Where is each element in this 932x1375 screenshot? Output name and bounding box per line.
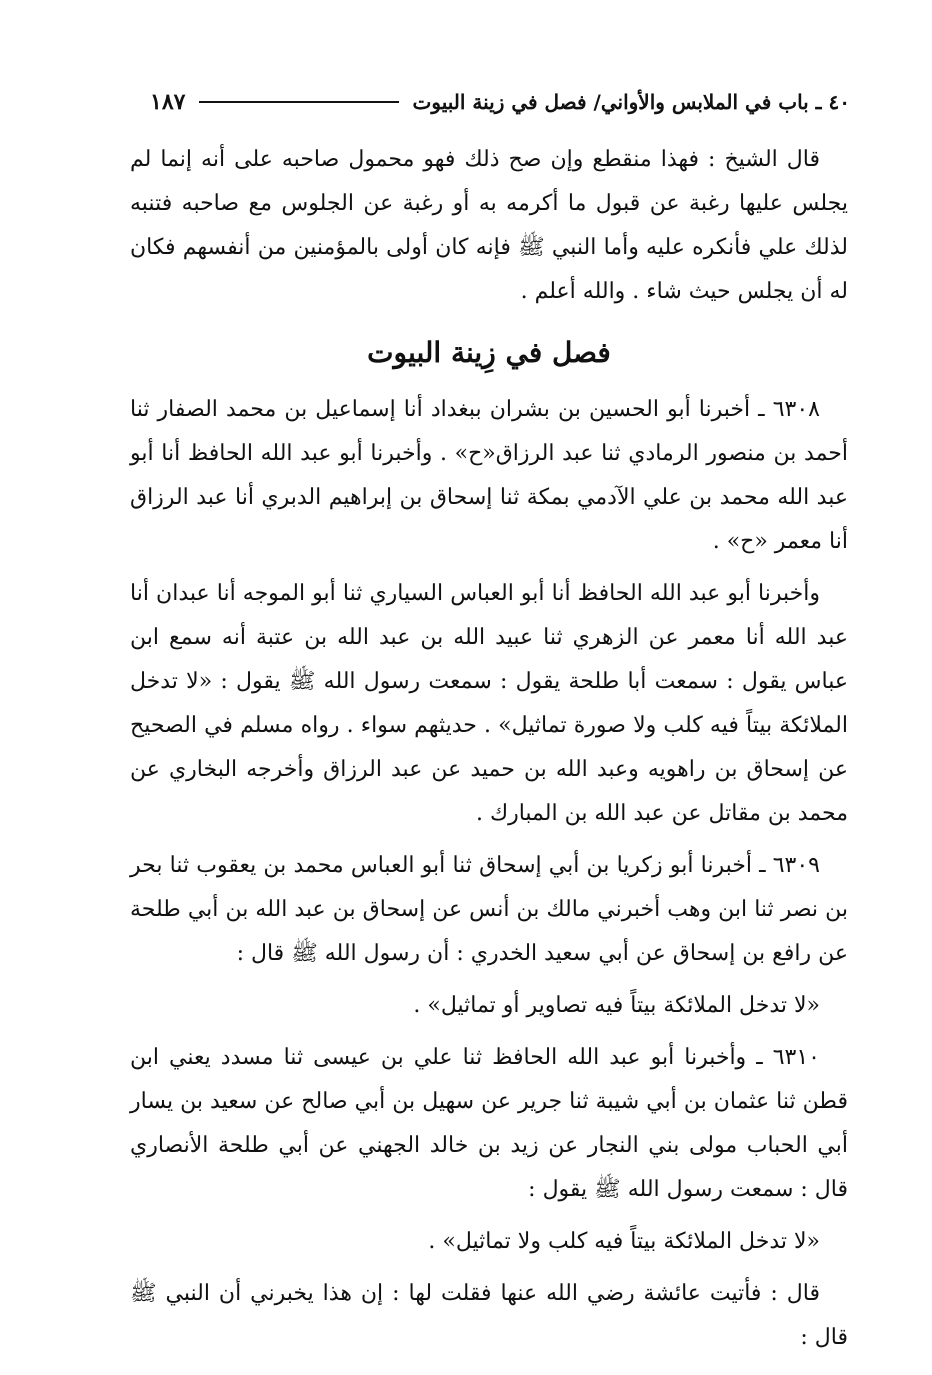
paragraph-intro: قال الشيخ : فهذا منقطع وإن صح ذلك فهو محمول صاحبه على أنه إنما لم يجلس عليها رغبة عن قبول ما أكرمه به أو رغبة عن الجلوس مع صاحبه فتنبه لذلك علي فأنكره عليه وأما النبي ﷺ فإنه كان أولى بالمؤمنين من أنفسهم فكان له أن يجلس حيث شاء . والله أعلم . (130, 147, 848, 304)
header-title: ٤٠ ـ باب في الملابس والأواني/ فصل في زينة البيوت (412, 90, 850, 114)
header-rule (199, 101, 398, 103)
running-header (150, 82, 850, 122)
hadith-text: «لا تدخل الملائكة بيتاً فيه تصاوير أو تماثيل» . (413, 993, 820, 1018)
hadith-text: «لا تدخل الملائكة بيتاً فيه كلب ولا تماثيل» . (428, 1229, 820, 1254)
section-heading: فصل في زِينة البيوت (367, 336, 611, 369)
body-text (130, 138, 848, 1368)
page-number: ١٨٧ (150, 89, 186, 115)
paragraph-6309: ٦٣٠٩ ـ أخبرنا أبو زكريا بن أبي إسحاق ثنا أبو العباس محمد بن يعقوب ثنا بحر بن نصر ثنا ابن وهب أخبرني مالك بن أنس عن إسحاق بن عبد الله بن أبي طلحة عن رافع بن إسحاق عن أبي سعيد الخدري : أن رسول الله ﷺ قال : (130, 853, 848, 966)
paragraph-aisha: قال : فأتيت عائشة رضي الله عنها فقلت لها : إن هذا يخبرني أن النبي ﷺ قال : (130, 1281, 848, 1350)
paragraph-6310: ٦٣١٠ ـ وأخبرنا أبو عبد الله الحافظ ثنا علي بن عيسى ثنا مسدد يعني ابن قطن ثنا عثمان بن أبي شيبة ثنا جرير عن سهيل بن أبي صالح عن سعيد بن يسار أبي الحباب مولى بني النجار عن زيد بن خالد الجهني عن أبي طلحة الأنصاري قال : سمعت رسول الله ﷺ يقول : (130, 1045, 848, 1202)
paragraph-6308-chain: وأخبرنا أبو عبد الله الحافظ أنا أبو العباس السياري ثنا أبو الموجه أنا عبدان أنا عبد الله أنا معمر عن الزهري ثنا عبيد الله بن عبد الله بن عتبة أنه سمع ابن عباس يقول : سمعت أبا طلحة يقول : سمعت رسول الله ﷺ يقول : «لا تدخل الملائكة بيتاً فيه كلب ولا صورة تماثيل» . حديثهم سواء . رواه مسلم في الصحيح عن إسحاق بن راهويه وعبد الله بن حميد عن عبد الرزاق وأخرجه البخاري عن محمد بن مقاتل عن عبد الله بن المبارك . (130, 581, 848, 826)
paragraph-6308: ٦٣٠٨ ـ أخبرنا أبو الحسين بن بشران ببغداد أنا إسماعيل بن محمد الصفار ثنا أحمد بن منصور الرمادي ثنا عبد الرزاق«ح» . وأخبرنا أبو عبد الله الحافظ أنا أبو عبد الله محمد بن علي الآدمي بمكة ثنا إسحاق بن إبراهيم الدبري أنا عبد الرزاق أنا معمر «ح» . (130, 397, 848, 554)
